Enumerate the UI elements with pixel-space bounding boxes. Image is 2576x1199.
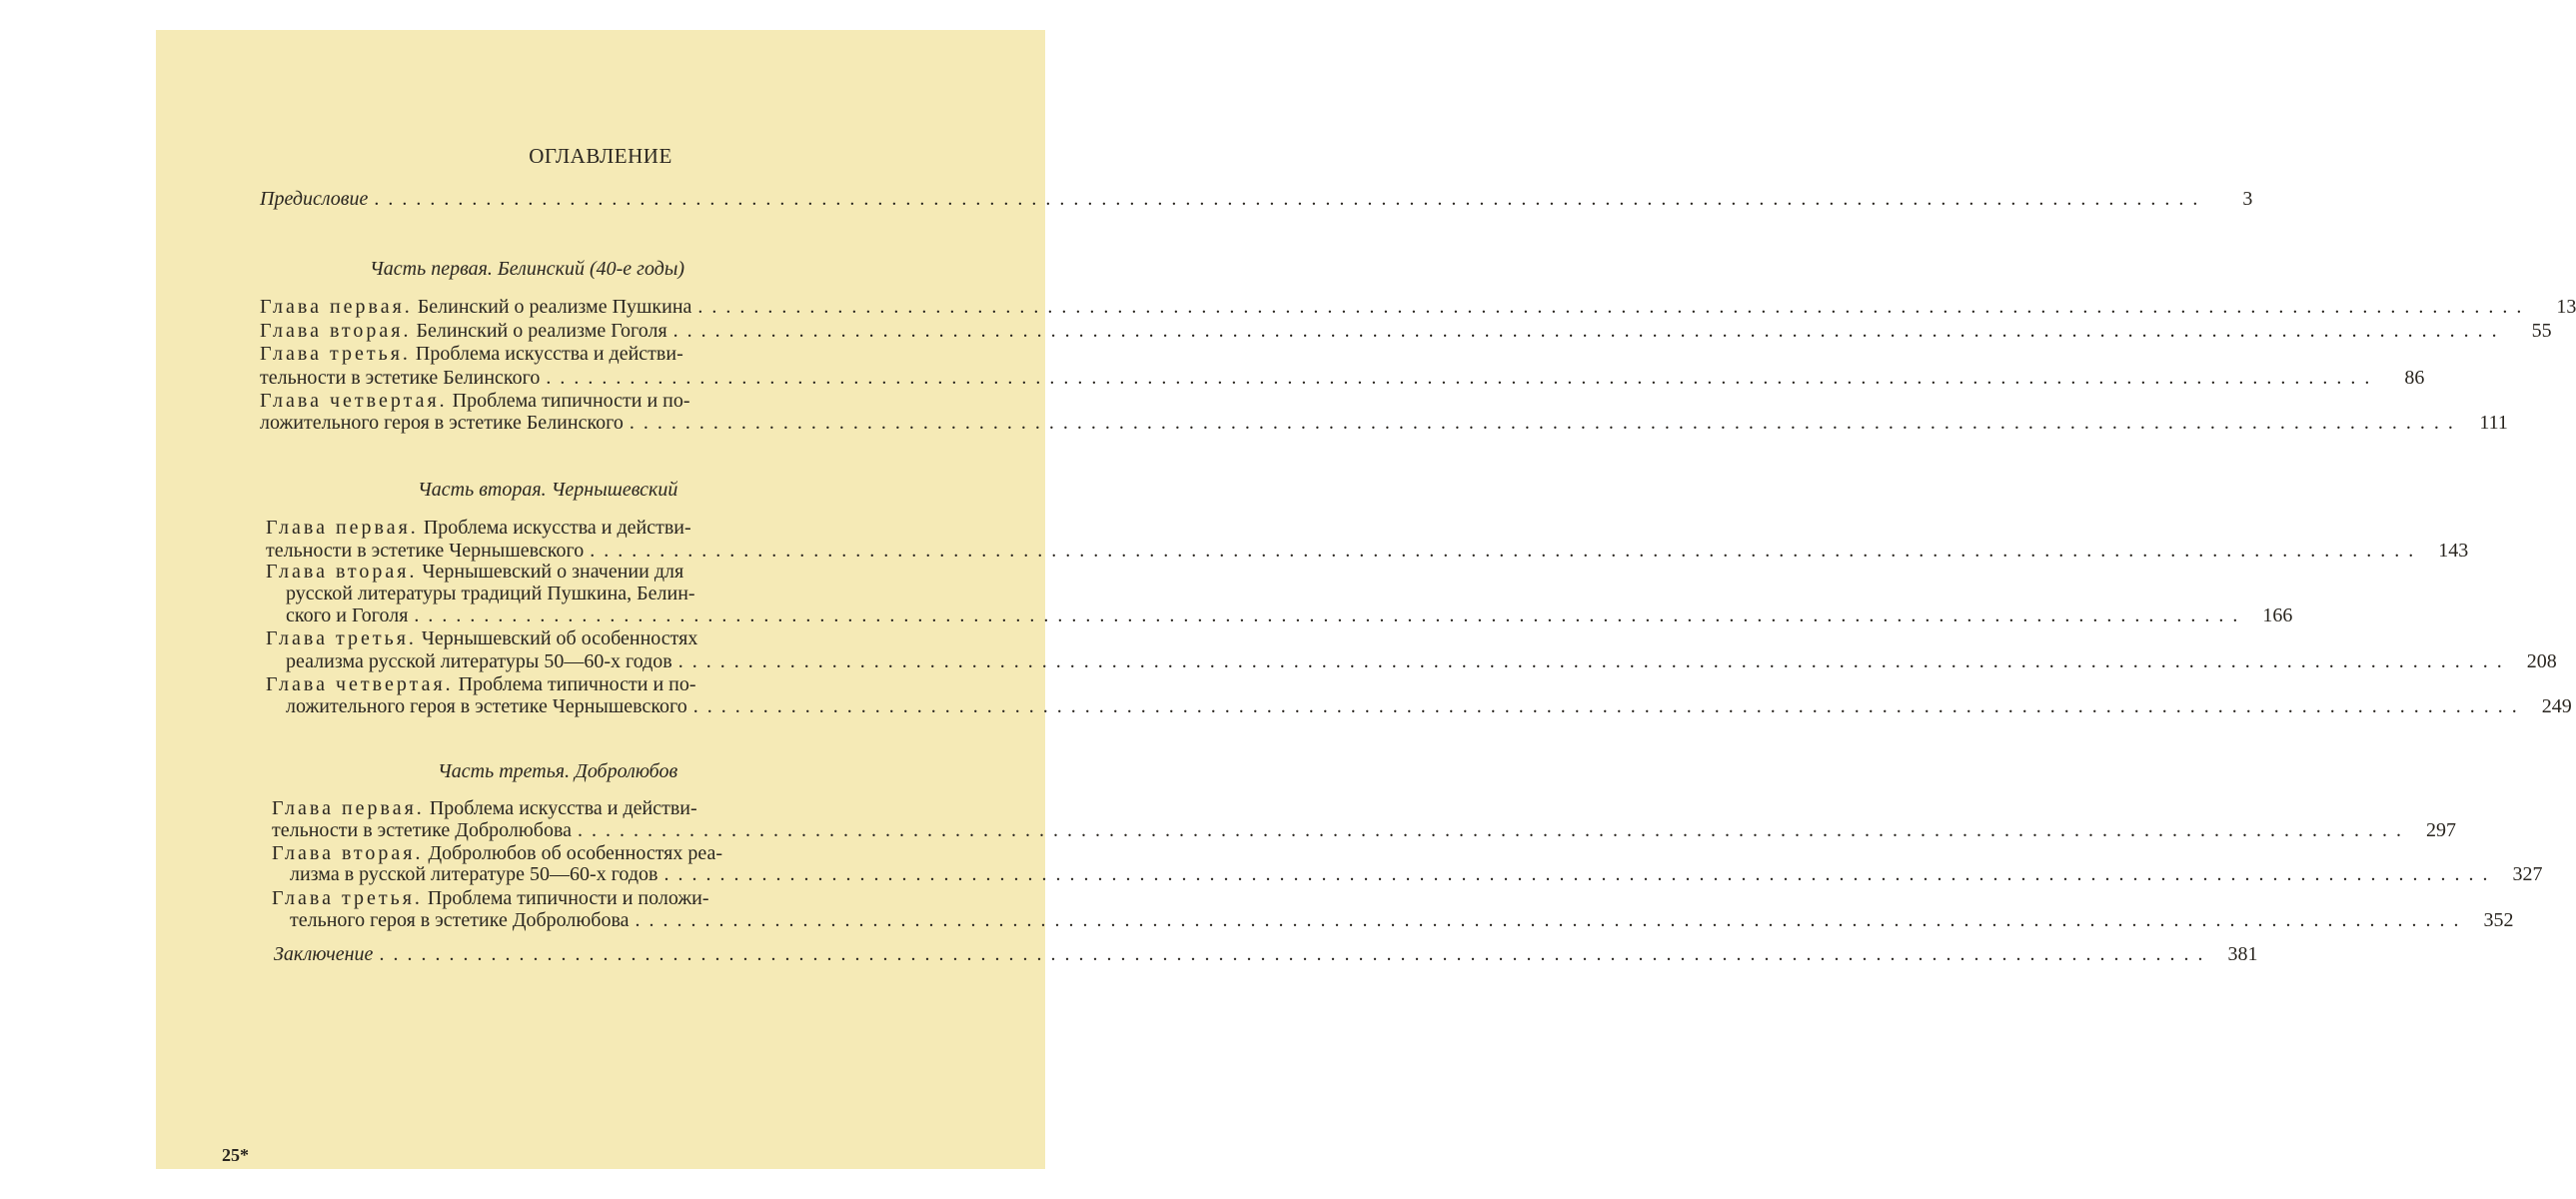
chapter-title-line	[260, 390, 690, 413]
chapter-title-line	[272, 842, 722, 865]
page-number: 86	[2404, 367, 2425, 389]
dot-leader: ...................................................................................................................................	[546, 367, 2379, 389]
chapter-title: Добролюбов об особенностях реа-	[428, 842, 723, 864]
chapter-title: Проблема искусства и действи-	[423, 517, 691, 539]
page-number: 166	[2262, 604, 2293, 626]
chapter-keyword: Глава вторая.	[272, 842, 424, 864]
chapter-title-cont: тельности в эстетике Чернышевского	[266, 540, 585, 562]
entry-label	[260, 296, 691, 319]
chapter-title: Проблема типичности и по-	[452, 390, 690, 412]
page-number: 327	[2512, 863, 2543, 885]
chapter-title-line	[272, 797, 697, 820]
chapter-keyword: Глава четвертая.	[260, 390, 448, 412]
toc-entry-conclusion	[274, 943, 2258, 966]
part-heading: Часть вторая. Чернышевский	[418, 479, 678, 501]
chapter-title-line: русской литературы традиций Пушкина, Белин-	[286, 583, 695, 604]
chapter-keyword: Глава четвертая.	[266, 673, 454, 695]
toc-entry-chapter	[286, 650, 2557, 673]
chapter-title: Чернышевский об особенностях	[421, 627, 698, 649]
page-number: 249	[2541, 695, 2572, 717]
chapter-keyword: Глава третья.	[260, 343, 411, 365]
toc-entry-chapter	[286, 604, 2293, 627]
toc-entry-chapter	[286, 695, 2572, 718]
dot-leader: ...................................................................................................................................	[677, 650, 2511, 672]
chapter-title: Проблема искусства и действи-	[415, 343, 683, 365]
page-title: ОГЛАВЛЕНИЕ	[529, 144, 672, 168]
dot-leader: ...................................................................................................................................	[663, 863, 2497, 885]
toc-entry-chapter	[260, 412, 2508, 435]
dot-leader: ...................................................................................................................................	[578, 819, 2411, 841]
toc-entry-chapter	[266, 540, 2469, 563]
page-number: 143	[2438, 540, 2469, 562]
page-number: 381	[2227, 943, 2258, 965]
dot-leader: ...................................................................................................................................	[414, 604, 2247, 626]
page-number: 3	[2242, 188, 2253, 210]
chapter-title-cont: ложительного героя в эстетике Чернышевского	[286, 695, 687, 717]
chapter-title: Белинский о реализме Пушкина	[417, 296, 692, 318]
dot-leader: ...................................................................................................................................	[590, 540, 2423, 562]
toc-entry-chapter	[260, 367, 2425, 390]
chapter-keyword: Глава первая.	[272, 797, 425, 819]
dot-leader: ...................................................................................................................................	[379, 943, 2212, 965]
book-page	[156, 30, 2576, 1169]
part-heading: Часть третья. Добролюбов	[438, 760, 678, 782]
toc-entry-chapter	[260, 320, 2552, 343]
page-number: 55	[2531, 320, 2552, 342]
chapter-title: Чернышевский о значении для	[422, 561, 684, 583]
page-number: 208	[2526, 650, 2557, 672]
page-number: 352	[2483, 909, 2514, 931]
chapter-title-cont: тельности в эстетике Белинского	[260, 367, 541, 389]
chapter-keyword: Глава вторая.	[266, 561, 418, 583]
chapter-title: Проблема искусства и действи-	[429, 797, 697, 819]
chapter-keyword: Глава третья.	[272, 887, 423, 909]
dot-leader: ...................................................................................................................................	[697, 296, 2531, 318]
dot-leader: ...................................................................................................................................	[629, 412, 2462, 434]
chapter-title-line	[266, 561, 683, 584]
chapter-title-cont: тельного героя в эстетике Добролюбова	[290, 909, 630, 931]
chapter-keyword: Глава первая.	[266, 517, 419, 539]
chapter-title-line	[266, 517, 691, 540]
dot-leader: ...................................................................................................................................	[672, 320, 2506, 342]
chapter-keyword: Глава вторая.	[260, 320, 412, 342]
toc-entry-chapter	[272, 819, 2457, 842]
part-heading: Часть первая. Белинский (40-е годы)	[370, 258, 685, 280]
page-number: 297	[2426, 819, 2457, 841]
chapter-title-cont: ложительного героя в эстетике Белинского	[260, 412, 624, 434]
signature-mark: 25*	[222, 1145, 249, 1165]
toc-entry-preface	[260, 188, 2253, 211]
chapter-title: Проблема типичности и по-	[458, 673, 696, 695]
entry-label: Предисловие	[260, 188, 369, 210]
chapter-title-line	[266, 673, 696, 696]
toc-entry-chapter	[290, 909, 2514, 932]
dot-leader: ...................................................................................................................................	[374, 188, 2207, 210]
chapter-keyword: Глава третья.	[266, 627, 417, 649]
entry-label: Заключение	[274, 943, 374, 965]
chapter-title: Белинский о реализме Гоголя	[416, 320, 667, 342]
chapter-title-cont: ского и Гоголя	[286, 604, 409, 626]
chapter-title-line	[266, 627, 697, 650]
chapter-title-cont: тельности в эстетике Добролюбова	[272, 819, 573, 841]
entry-label	[260, 320, 667, 343]
dot-leader: ...................................................................................................................................	[692, 695, 2526, 717]
chapter-keyword: Глава первая.	[260, 296, 413, 318]
chapter-title-line	[260, 343, 683, 366]
toc-entry-chapter	[260, 296, 2576, 319]
toc-entry-chapter	[290, 863, 2543, 886]
chapter-title: Проблема типичности и положи-	[427, 887, 709, 909]
chapter-title-line	[272, 887, 709, 910]
dot-leader: ...................................................................................................................................	[635, 909, 2468, 931]
page-number: 13	[2556, 296, 2576, 318]
chapter-title-cont: реализма русской литературы 50—60-х годов	[286, 650, 672, 672]
chapter-title-cont: лизма в русской литературе 50—60-х годов	[290, 863, 658, 885]
page-number: 111	[2479, 412, 2508, 434]
